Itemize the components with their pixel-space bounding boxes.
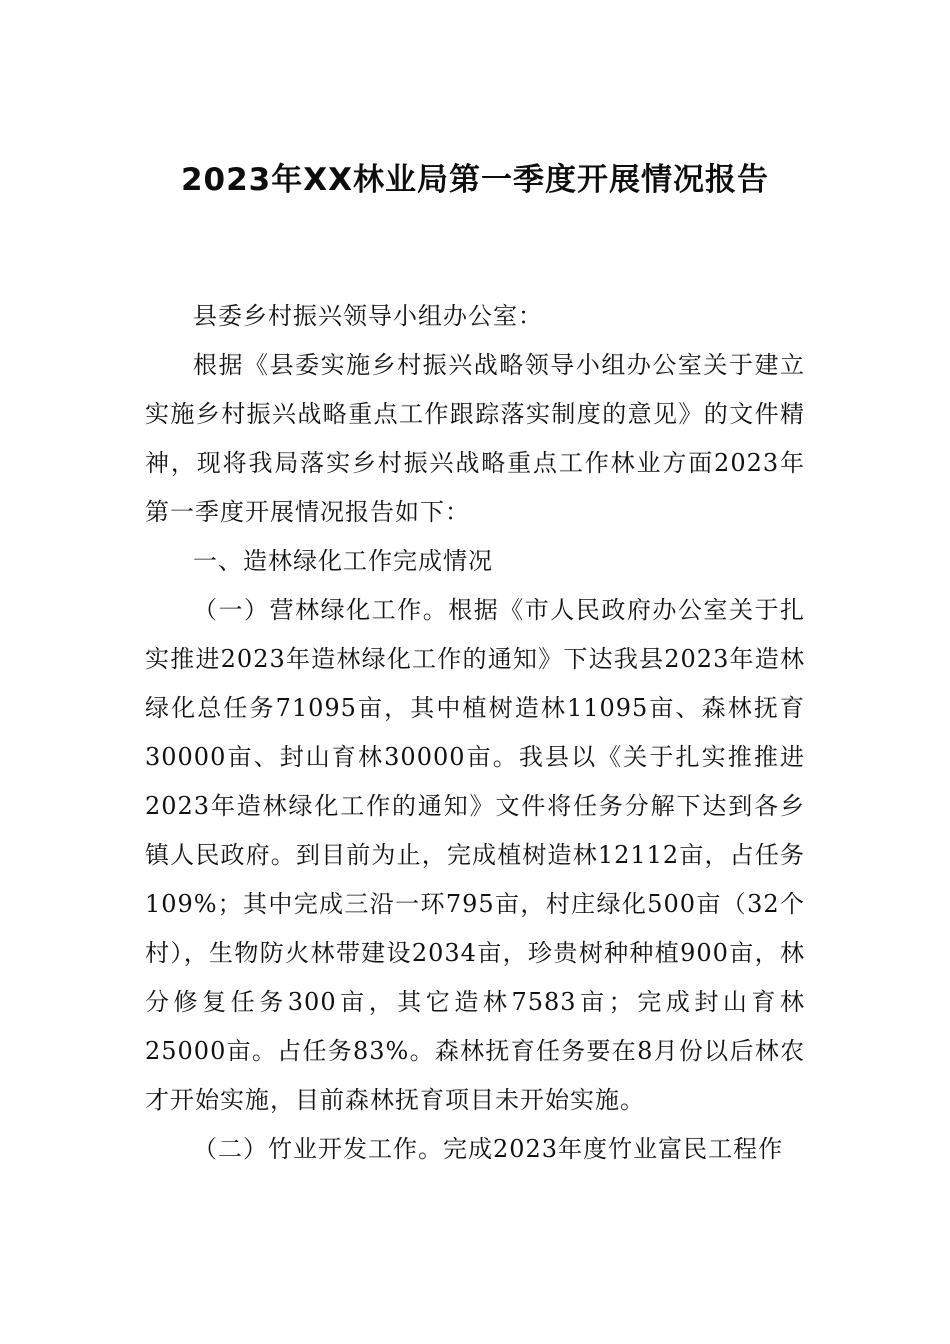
section-heading-1: 一、造林绿化工作完成情况 xyxy=(193,547,493,575)
afforestation-paragraph: （一）营林绿化工作。根据《市人民政府办公室关于扎实推进2023年造林绿化工作的通知》下达我县2023年造林绿化总任务71095亩，其中植树造林11095亩、森林抚育30000亩、封山育林30000亩。我县以《关于扎实推推进2023年造林绿化工作的通知》文件将任务分解下达到各乡镇人民政府。到目前为止，完成植树造林12112亩，占任务109%；其中完成三沿一环795亩，村庄绿化500亩（32个村），生物防火林带建设2034亩，珍贵树种种植900亩，林分修复任务300亩，其它造林7583亩；完成封山育林25000亩。占任务83%。森林抚育任务要在8月份以后林农才开始实施，目前森林抚育项目未开始实施。 xyxy=(145,596,805,1114)
document-body xyxy=(145,292,805,1174)
salutation-paragraph: 县委乡村振兴领导小组办公室： xyxy=(193,302,543,330)
document-title: 2023年XX林业局第一季度开展情况报告 xyxy=(180,162,770,198)
bamboo-paragraph: （二）竹业开发工作。完成2023年度竹业富民工程作 xyxy=(193,1135,784,1163)
intro-paragraph: 根据《县委实施乡村振兴战略领导小组办公室关于建立实施乡村振兴战略重点工作跟踪落实制度的意见》的文件精神，现将我局落实乡村振兴战略重点工作林业方面2023年第一季度开展情况报告如下： xyxy=(145,351,805,526)
